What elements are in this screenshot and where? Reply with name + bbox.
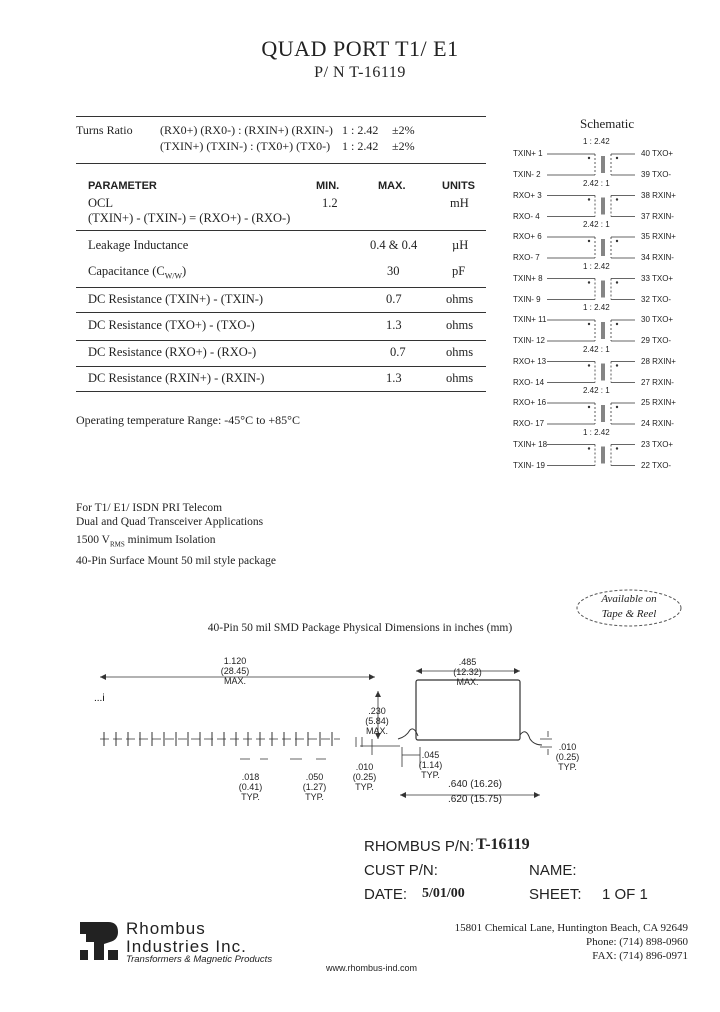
param-name: DC Resistance (TXO+) - (TXO-) (88, 318, 255, 332)
date-label: DATE: (364, 886, 408, 903)
schematic-pin-label: 29 TXO- (641, 336, 672, 345)
schematic-pin-label: TXIN- 12 (513, 336, 546, 345)
schematic-pin-label: 27 RXIN- (641, 377, 674, 387)
col-header-max: MAX. (378, 180, 406, 192)
dim-lead-thickness: .010 (0.25) TYP. (555, 742, 580, 772)
transformer-symbol (547, 279, 635, 300)
divider (76, 391, 486, 392)
param-max: 30 (387, 264, 400, 278)
transformer-ratio: 2.42 : 1 (583, 386, 610, 395)
dim-standoff: .010 (0.25) TYP. (352, 762, 377, 792)
transformer-symbol (547, 403, 635, 424)
schematic-pin-label: TXIN- 9 (513, 294, 541, 304)
transformer-ratio: 2.42 : 1 (583, 344, 610, 354)
schematic-pin-label: 30 TXO+ (641, 315, 674, 324)
transformer-symbol (547, 154, 635, 175)
transformer-symbol (547, 362, 635, 383)
company-website[interactable]: www.rhombus-ind.com (326, 963, 418, 973)
col-header-min: MIN. (316, 180, 340, 192)
param-ocl-name: OCL (88, 196, 113, 210)
schematic-pin-label: TXIN+ 11 (513, 315, 547, 324)
divider (76, 230, 486, 231)
param-units: ohms (446, 292, 474, 306)
schematic-pin-label: RXO+ 3 (513, 190, 542, 200)
param-max: 0.7 (390, 345, 406, 359)
divider (76, 116, 486, 117)
transformer-symbol (547, 196, 635, 217)
param-units: µH (452, 238, 469, 252)
rhombus-pn-value: T-16119 (476, 836, 530, 853)
param-units: ohms (446, 318, 474, 332)
param-name: DC Resistance (RXO+) - (RXO-) (88, 345, 257, 359)
cust-pn-label: CUST P/N: (364, 862, 438, 879)
schematic-pin-label: 35 RXIN+ (641, 232, 676, 241)
divider (76, 312, 486, 313)
schematic-pin-label: RXO- 17 (513, 419, 545, 428)
schematic-pin-label: 32 TXO- (641, 294, 672, 304)
dim-length: 1.120 (28.45) MAX. (220, 656, 250, 686)
schematic-pin-label: TXIN+ 8 (513, 273, 543, 283)
schematic-pin-label: 23 TXO+ (641, 439, 674, 449)
schematic-pin-label: TXIN+ 18 (513, 439, 548, 449)
turns-pins: (TXIN+) (TXIN-) : (TX0+) (TX0-) (160, 139, 331, 153)
sheet-label: SHEET: (529, 886, 582, 903)
dim-lead-width: .018 (0.41) TYP. (238, 772, 263, 802)
rhombus-logo-icon (78, 920, 120, 962)
company-address: 15801 Chemical Lane, Huntington Beach, CA 92649 (454, 922, 688, 934)
schematic-diagram (505, 138, 710, 488)
divider (76, 163, 486, 164)
param-max: 0.4 & 0.4 (370, 238, 418, 252)
schematic-title: Schematic (580, 116, 635, 131)
part-number: P/ N T-16119 (314, 64, 406, 81)
dim-height: .230 (5.84) MAX. (365, 706, 389, 736)
name-label: NAME: (529, 862, 577, 879)
transformer-ratio: 1 : 2.42 (583, 261, 610, 271)
schematic-pin-label: RXO+ 6 (513, 232, 542, 241)
param-name: Capacitance $(C_{W/W})$ (88, 264, 187, 281)
turns-ratio-label: Turns Ratio (76, 123, 133, 137)
turns-pins: (RX0+) (RX0-) : (RXIN+) (RXIN-) (160, 123, 333, 137)
schematic-pin-label: 28 RXIN+ (641, 356, 676, 366)
turns-ratio-value: 1 : 2.42 (342, 139, 379, 153)
divider (76, 340, 486, 341)
company-phone: Phone: (714) 898-0960 (585, 936, 688, 948)
param-max: 1.3 (386, 371, 402, 385)
param-ocl-units: mH (450, 196, 469, 210)
schematic-pin-label: TXIN- 19 (513, 460, 546, 470)
turns-ratio-value: 1 : 2.42 (342, 123, 379, 137)
schematic-pin-label: RXO- 14 (513, 377, 545, 387)
transformer-ratio: 1 : 2.42 (583, 137, 610, 146)
transformer-ratio: 1 : 2.42 (583, 303, 610, 312)
schematic-pin-label: TXIN- 2 (513, 170, 541, 179)
transformer-ratio: 1 : 2.42 (583, 427, 610, 437)
feature-line: 40-Pin Surface Mount 50 mil style package (76, 555, 276, 567)
param-ocl-expr: (TXIN+) - (TXIN-) = (RXO+) - (RXO-) (88, 211, 291, 225)
dim-foot: .045 (1.14) TYP. (418, 750, 443, 780)
col-header-units: UNITS (442, 180, 475, 192)
feature-line: Dual and Quad Transceiver Applications (76, 516, 264, 528)
svg-text:...i: ...i (94, 693, 105, 704)
schematic-pin-label: TXIN+ 1 (513, 149, 543, 158)
operating-temperature: Operating temperature Range: -45°C to +85°C (76, 413, 300, 427)
transformer-ratio: 2.42 : 1 (583, 220, 610, 229)
schematic-pin-label: 25 RXIN+ (641, 398, 676, 407)
sheet-value: 1 OF 1 (602, 886, 648, 903)
schematic-pin-label: 38 RXIN+ (641, 190, 676, 200)
param-name: DC Resistance (RXIN+) - (RXIN-) (88, 371, 265, 385)
company-fax: FAX: (714) 896-0971 (592, 950, 688, 962)
package-title: 40-Pin 50 mil SMD Package Physical Dimensions in inches (mm) (207, 622, 513, 634)
feature-line: For T1/ E1/ ISDN PRI Telecom (76, 502, 223, 514)
rhombus-pn-label: RHOMBUS P/N: (364, 838, 475, 855)
param-units: ohms (446, 371, 474, 385)
company-name: Industries Inc. (126, 937, 247, 956)
param-name: DC Resistance (TXIN+) - (TXIN-) (88, 292, 264, 306)
schematic-pin-label: 37 RXIN- (641, 211, 674, 221)
param-ocl-min: 1.2 (322, 196, 338, 210)
transformer-symbol (547, 445, 635, 466)
transformer-symbol (547, 237, 635, 258)
document-title: QUAD PORT T1/ E1 (261, 36, 459, 61)
date-value: 5/01/00 (422, 886, 465, 901)
transformer-ratio: 2.42 : 1 (583, 178, 610, 188)
turns-tolerance: ±2% (392, 123, 415, 137)
schematic-pin-label: 22 TXO- (641, 460, 672, 470)
company-name: Rhombus (126, 919, 206, 938)
schematic-pin-label: 39 TXO- (641, 170, 672, 179)
schematic-pin-label: RXO- 4 (513, 211, 540, 221)
dim-span-min: .620 (15.75) (448, 794, 502, 805)
dim-span-max: .640 (16.26) (448, 779, 502, 790)
param-max: 0.7 (386, 292, 402, 306)
feature-line: 1500 $V_{RMS}$ minimum Isolation (76, 534, 216, 549)
divider (76, 287, 486, 288)
schematic-pin-label: RXO+ 13 (513, 356, 547, 366)
divider (76, 366, 486, 367)
param-units: pF (452, 264, 466, 278)
schematic-pin-label: 34 RXIN- (641, 253, 674, 262)
turns-tolerance: ±2% (392, 139, 415, 153)
company-tagline: Transformers & Magnetic Products (126, 954, 273, 965)
param-units: ohms (446, 345, 474, 359)
tape-reel-text: Available on Tape & Reel (601, 593, 657, 620)
schematic-pin-label: 24 RXIN- (641, 419, 674, 428)
col-header-parameter: PARAMETER (88, 180, 157, 192)
transformer-symbol (547, 320, 635, 341)
dim-pitch: .050 (1.27) TYP. (302, 772, 327, 802)
schematic-pin-label: 40 TXO+ (641, 149, 674, 158)
dim-width: .485 (12.32) MAX. (453, 657, 482, 687)
param-max: 1.3 (386, 318, 402, 332)
schematic-pin-label: RXO- 7 (513, 253, 540, 262)
schematic-pin-label: RXO+ 16 (513, 398, 547, 407)
param-name: Leakage Inductance (88, 238, 189, 252)
schematic-pin-label: 33 TXO+ (641, 273, 674, 283)
